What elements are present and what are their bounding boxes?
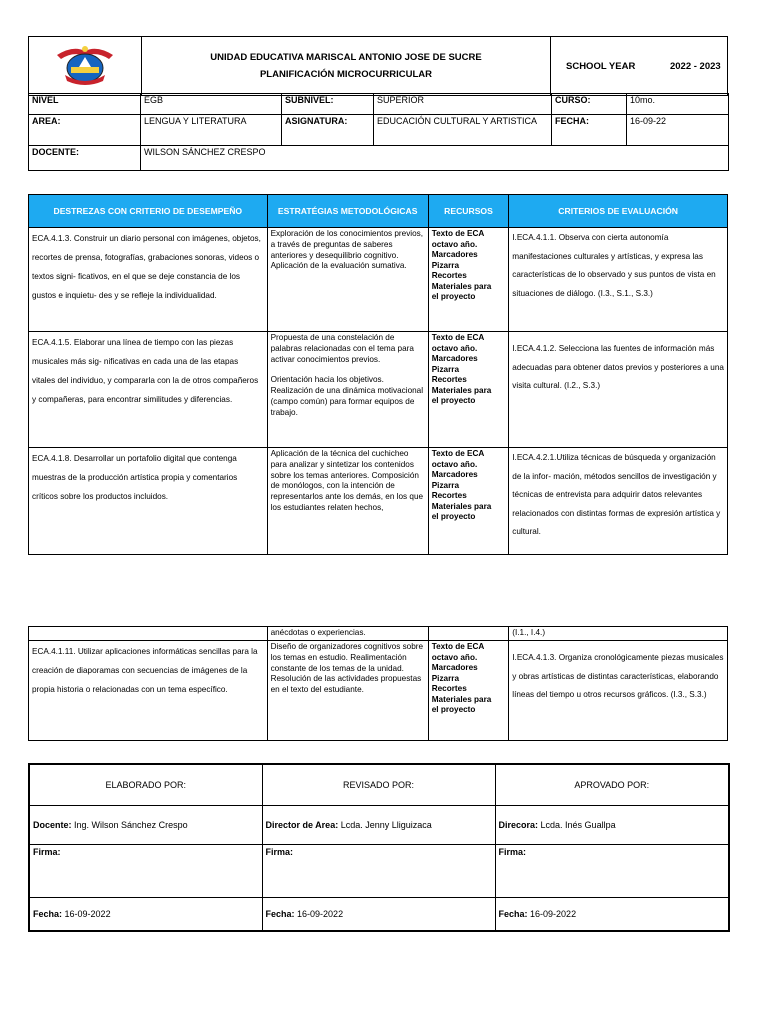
fecha-sig-label: Fecha: xyxy=(33,909,63,919)
header-recursos: RECURSOS xyxy=(428,195,509,228)
destreza-cell: ECA.4.1.11. Utilizar aplicaciones informáticas sencillas para la creación de diaporamas con secuencias de imágenes de la propia historia o relacionadas con un tema específico. xyxy=(29,641,268,741)
docente-name: Ing. Wilson Sánchez Crespo xyxy=(74,820,188,830)
subnivel-value: SUPERIOR xyxy=(374,94,552,115)
firma-field xyxy=(29,845,262,898)
header-destrezas: DESTREZAS CON CRITERIO DE DESEMPEÑO xyxy=(29,195,268,228)
estrategia-cell xyxy=(267,332,428,448)
signature-table xyxy=(28,763,730,932)
destreza-cell: ECA.4.1.8. Desarrollar un portafolio digital que contenga muestras de la producción artística propia y comentarios críticos sobre los productos incluidos. xyxy=(29,448,268,555)
firma-field xyxy=(262,845,495,898)
directora-signer xyxy=(495,806,729,845)
curso-value: 10mo. xyxy=(627,94,729,115)
recurso-line: Marcadores xyxy=(431,470,478,479)
nivel-value: EGB xyxy=(141,94,282,115)
firma-label: Firma: xyxy=(498,847,527,857)
recurso-line: Materiales para xyxy=(431,501,492,511)
recurso-line: el proyecto xyxy=(431,292,476,301)
docente-value: WILSON SÁNCHEZ CRESPO xyxy=(141,146,729,171)
recurso-line: Materiales para xyxy=(431,385,492,395)
criterio-cell xyxy=(509,641,728,741)
school-year-cell xyxy=(551,37,728,96)
criterio-cell: I.ECA.4.1.1. Observa con cierta autonomía manifestaciones culturales y artísticas, y expresa las características de lo observado y sus puntos de vista en situaciones de diálogo. (I.3., S.1., S.3.) xyxy=(509,228,728,332)
recurso-line: Marcadores xyxy=(431,250,478,259)
docente-role: Docente: xyxy=(33,820,72,830)
recurso-line: Marcadores xyxy=(431,354,478,363)
recurso-line: Recortes xyxy=(431,684,467,693)
director-role: Director de Area: xyxy=(265,820,339,830)
criterio-text: I.ECA.4.1.2. Selecciona las fuentes de información más adecuadas para obtener datos previos y posteriores a una visita cultural. (I.2., S.3.) xyxy=(512,344,724,390)
planning-header-row xyxy=(29,195,728,228)
directora-name: Lcda. Inés Guallpa xyxy=(540,820,616,830)
fecha-sig-label: Fecha: xyxy=(498,909,528,919)
firma-label: Firma: xyxy=(265,847,294,857)
school-year-label: SCHOOL YEAR xyxy=(566,60,636,72)
recurso-line: el proyecto xyxy=(431,512,476,521)
header-table xyxy=(28,36,728,96)
table-row xyxy=(29,448,728,555)
recurso-line: Texto de ECA xyxy=(431,449,485,458)
logo-cell xyxy=(29,37,142,96)
director-name: Lcda. Jenny Lliguizaca xyxy=(340,820,432,830)
docente-label: DOCENTE: xyxy=(29,146,141,171)
title-cell xyxy=(142,37,551,96)
header-criterios: CRITERIOS DE EVALUACIÓN xyxy=(509,195,728,228)
table-row xyxy=(29,627,728,641)
fecha-sig-value: 16-09-2022 xyxy=(297,909,344,919)
criterio-cell: (I.1., I.4.) xyxy=(509,627,728,641)
recurso-line: Texto de ECA xyxy=(431,642,485,651)
estrategia-cell: anécdotas o experiencias. xyxy=(267,627,428,641)
school-name: UNIDAD EDUCATIVA MARISCAL ANTONIO JOSE DE SUCRE xyxy=(210,52,482,63)
fecha-field xyxy=(262,898,495,932)
estrategia-cell: Diseño de organizadores cognitivos sobre los temas en estudio. Realimentación constante de los temas de la unidad. Resolución de las actividades propuestas en el texto del estudiante. xyxy=(267,641,428,741)
estrategia-cell: Aplicación de la técnica del cuchicheo para analizar y sintetizar los contenidos sobre los temas anteriores. Composición de monólogos, con la intención de representarlos ante los demás, en los que los estudiantes relaten hechos, xyxy=(267,448,428,555)
recurso-line: Pizarra xyxy=(431,260,460,270)
header-estrategias: ESTRATÉGIAS METODOLÓGICAS xyxy=(267,195,428,228)
recursos-cell xyxy=(428,332,509,448)
fecha-field xyxy=(29,898,262,932)
doc-title: PLANIFICACIÓN MICROCURRICULAR xyxy=(259,69,433,80)
aprobado-title: APROVADO POR: xyxy=(495,764,729,806)
recurso-line: Pizarra xyxy=(431,480,460,490)
subnivel-label: SUBNIVEL: xyxy=(282,94,374,115)
docente-signer xyxy=(29,806,262,845)
school-year-value: 2022 - 2023 xyxy=(669,60,721,72)
firma-label: Firma: xyxy=(33,847,61,857)
area-value: LENGUA Y LITERATURA xyxy=(141,115,282,146)
criterio-cell: I.ECA.4.2.1.Utiliza técnicas de búsqueda y organización de la infor- mación, métodos sencillos de investigación y técnicas de entrevista para adquirir datos relevantes relacionados con distintas formas de expresión artística y cultural. xyxy=(509,448,728,555)
recurso-line: Marcadores xyxy=(431,663,478,672)
directora-role: Direcora: xyxy=(498,820,539,830)
revisado-title: REVISADO POR: xyxy=(262,764,495,806)
fecha-sig-label: Fecha: xyxy=(265,909,295,919)
director-signer xyxy=(262,806,495,845)
fecha-label: FECHA: xyxy=(552,115,627,146)
recurso-line: Materiales para xyxy=(431,694,492,704)
recurso-line: el proyecto xyxy=(431,705,476,714)
criterio-cell xyxy=(509,332,728,448)
recurso-line: octavo año. xyxy=(431,652,478,662)
table-row xyxy=(29,332,728,448)
destreza-cell: ECA.4.1.5. Elaborar una línea de tiempo con las piezas musicales más sig- nificativas en cada una de las etapas vitales del individuo, y compararla con la de otros compañeros y compañeras, para encontrar similitudes y diferencias. xyxy=(29,332,268,448)
recurso-line: octavo año. xyxy=(431,239,478,249)
empty-cell xyxy=(29,627,268,641)
criterio-text: I.ECA.4.1.3. Organiza cronológicamente piezas musicales y obras artísticas de distintas características, elaborando líneas del tiempo u otros recursos gráficos. (I.3., S.3.) xyxy=(512,653,724,699)
table-row xyxy=(29,228,728,332)
fecha-sig-value: 16-09-2022 xyxy=(64,909,111,919)
recurso-line: Pizarra xyxy=(431,364,460,374)
area-label: AREA: xyxy=(29,115,141,146)
recurso-line: octavo año. xyxy=(431,459,478,469)
planning-table-continued xyxy=(28,626,728,741)
recurso-line: octavo año. xyxy=(431,343,478,353)
school-crest-icon xyxy=(53,41,117,89)
recurso-line: Recortes xyxy=(431,375,467,384)
empty-cell xyxy=(428,627,509,641)
curso-label: CURSO: xyxy=(552,94,627,115)
info-table xyxy=(28,93,729,171)
planning-table xyxy=(28,194,728,555)
destreza-cell: ECA.4.1.3. Construir un diario personal con imágenes, objetos, recortes de prensa, fotografías, grabaciones sonoras, videos o textos signi- ficativos, en el que se deje constancia de los gustos e inquietu- des y se refleje la individualidad. xyxy=(29,228,268,332)
estrategia-cell: Exploración de los conocimientos previos, a través de preguntas de saberes anteriores y desequilibrio cognitivo. Aplicación de la evaluación sumativa. xyxy=(267,228,428,332)
recursos-cell xyxy=(428,641,509,741)
asignatura-label: ASIGNATURA: xyxy=(282,115,374,146)
recurso-line: el proyecto xyxy=(431,396,476,405)
fecha-sig-value: 16-09-2022 xyxy=(530,909,577,919)
recursos-cell xyxy=(428,228,509,332)
recursos-cell xyxy=(428,448,509,555)
recurso-line: Recortes xyxy=(431,271,467,280)
table-row xyxy=(29,641,728,741)
recurso-line: Texto de ECA xyxy=(431,333,485,342)
estrategia-part: Propuesta de una constelación de palabras relacionadas con el tema para activar conocimientos previos. xyxy=(270,333,414,364)
recurso-line: Texto de ECA xyxy=(431,229,485,238)
estrategia-part: Orientación hacia los objetivos. Realización de una dinámica motivacional (campo común) para formar equipos de trabajo. xyxy=(270,375,424,417)
recurso-line: Materiales para xyxy=(431,281,492,291)
fecha-field xyxy=(495,898,729,932)
firma-field xyxy=(495,845,729,898)
fecha-value: 16-09-22 xyxy=(627,115,729,146)
nivel-label: NIVEL xyxy=(29,94,141,115)
recurso-line: Recortes xyxy=(431,491,467,500)
elaborado-title: ELABORADO POR: xyxy=(29,764,262,806)
asignatura-value: EDUCACIÓN CULTURAL Y ARTISTICA xyxy=(374,115,552,146)
recurso-line: Pizarra xyxy=(431,673,460,683)
